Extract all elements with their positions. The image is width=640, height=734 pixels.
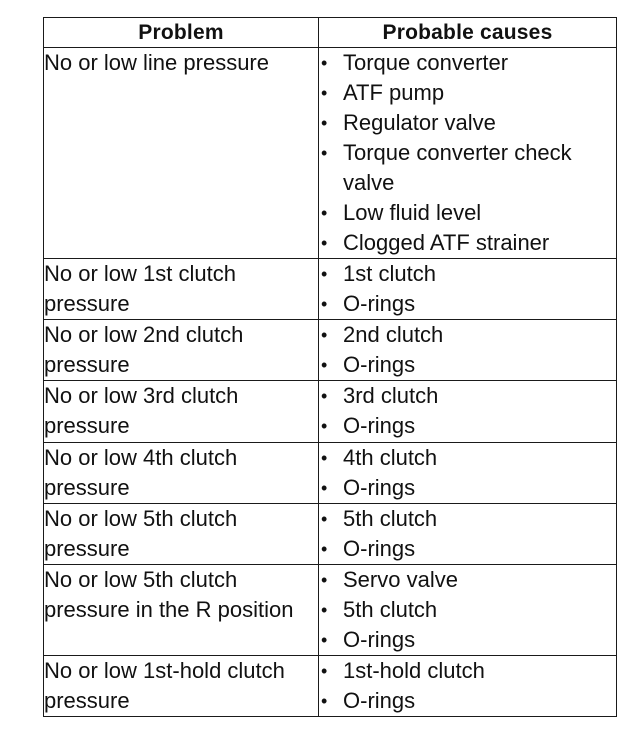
bullet-icon: • [321,294,328,314]
cause-text: Clogged ATF strainer [343,230,550,255]
problem-cell: No or low 3rd clutch pressure [44,381,319,443]
table-row [44,48,617,259]
bullet-icon: • [321,478,328,498]
bullet-icon: • [321,325,328,345]
cause-list [319,656,616,716]
cause-text: 1st-hold clutch [343,658,485,683]
cause-list [319,565,616,655]
cause-list [319,259,616,319]
cause-text: O-rings [343,413,416,438]
bullet-icon: • [321,448,328,468]
bullet-icon: • [321,600,328,620]
cause-text: Regulator valve [343,110,496,135]
cause-text: 3rd clutch [343,383,439,408]
bullet-icon: • [321,570,328,590]
causes-column-header: Probable causes [319,18,617,48]
cause-item [319,381,616,411]
bullet-icon: • [321,264,328,284]
header-row [44,18,617,48]
cause-text: O-rings [343,536,416,561]
bullet-icon: • [321,113,328,133]
problem-cell: No or low line pressure [44,48,319,259]
cause-text: 2nd clutch [343,322,444,347]
cause-text: Torque converter [343,50,509,75]
causes-cell [319,656,617,717]
cause-text: Servo valve [343,567,458,592]
table-row [44,656,617,717]
cause-item [319,411,616,441]
cause-text: O-rings [343,688,416,713]
cause-text: O-rings [343,352,416,377]
cause-text: 5th clutch [343,506,438,531]
bullet-icon: • [321,539,328,559]
cause-item [319,565,616,595]
causes-cell [319,443,617,504]
problem-cell: No or low 5th clutch pressure [44,504,319,565]
cause-item [319,686,616,716]
cause-text: ATF pump [343,80,445,105]
cause-item [319,78,616,108]
cause-text: O-rings [343,475,416,500]
cause-item [319,504,616,534]
causes-cell [319,259,617,320]
table-row [44,565,617,656]
bullet-icon: • [321,53,328,73]
table-body [44,48,617,717]
cause-item [319,259,616,289]
problem-cell: No or low 2nd clutch pressure [44,320,319,381]
cause-list [319,504,616,564]
cause-item [319,443,616,473]
cause-text: Torque converter check valve [343,140,572,195]
bullet-icon: • [321,355,328,375]
bullet-icon: • [321,691,328,711]
causes-cell [319,48,617,259]
cause-item [319,289,616,319]
table-row [44,443,617,504]
cause-item [319,473,616,503]
cause-text: 1st clutch [343,261,436,286]
cause-text: Low fluid level [343,200,482,225]
bullet-icon: • [321,83,328,103]
cause-item [319,595,616,625]
table-row [44,381,617,443]
bullet-icon: • [321,203,328,223]
cause-item [319,138,616,198]
cause-text: 5th clutch [343,597,438,622]
bullet-icon: • [321,386,328,406]
cause-text: O-rings [343,291,416,316]
table-row [44,259,617,320]
bullet-icon: • [321,233,328,253]
cause-item [319,48,616,78]
problem-cell: No or low 1st-hold clutch pressure [44,656,319,717]
cause-text: 4th clutch [343,445,438,470]
cause-item [319,534,616,564]
cause-item [319,625,616,655]
bullet-icon: • [321,416,328,436]
bullet-icon: • [321,143,328,163]
cause-item [319,228,616,258]
causes-cell [319,504,617,565]
cause-list [319,443,616,503]
cause-item [319,656,616,686]
cause-list [319,320,616,380]
bullet-icon: • [321,630,328,650]
problem-column-header: Problem [44,18,319,48]
cause-list [319,48,616,258]
bullet-icon: • [321,509,328,529]
causes-cell [319,381,617,443]
bullet-icon: • [321,661,328,681]
cause-item [319,108,616,138]
cause-list [319,381,616,441]
problem-cell: No or low 4th clutch pressure [44,443,319,504]
cause-item [319,198,616,228]
causes-cell [319,320,617,381]
problem-cell: No or low 1st clutch pressure [44,259,319,320]
table-row [44,320,617,381]
cause-text: O-rings [343,627,416,652]
causes-cell [319,565,617,656]
cause-item [319,320,616,350]
problem-cell: No or low 5th clutch pressure in the R position [44,565,319,656]
cause-item [319,350,616,380]
diagnosis-table [43,17,617,717]
table-row [44,504,617,565]
